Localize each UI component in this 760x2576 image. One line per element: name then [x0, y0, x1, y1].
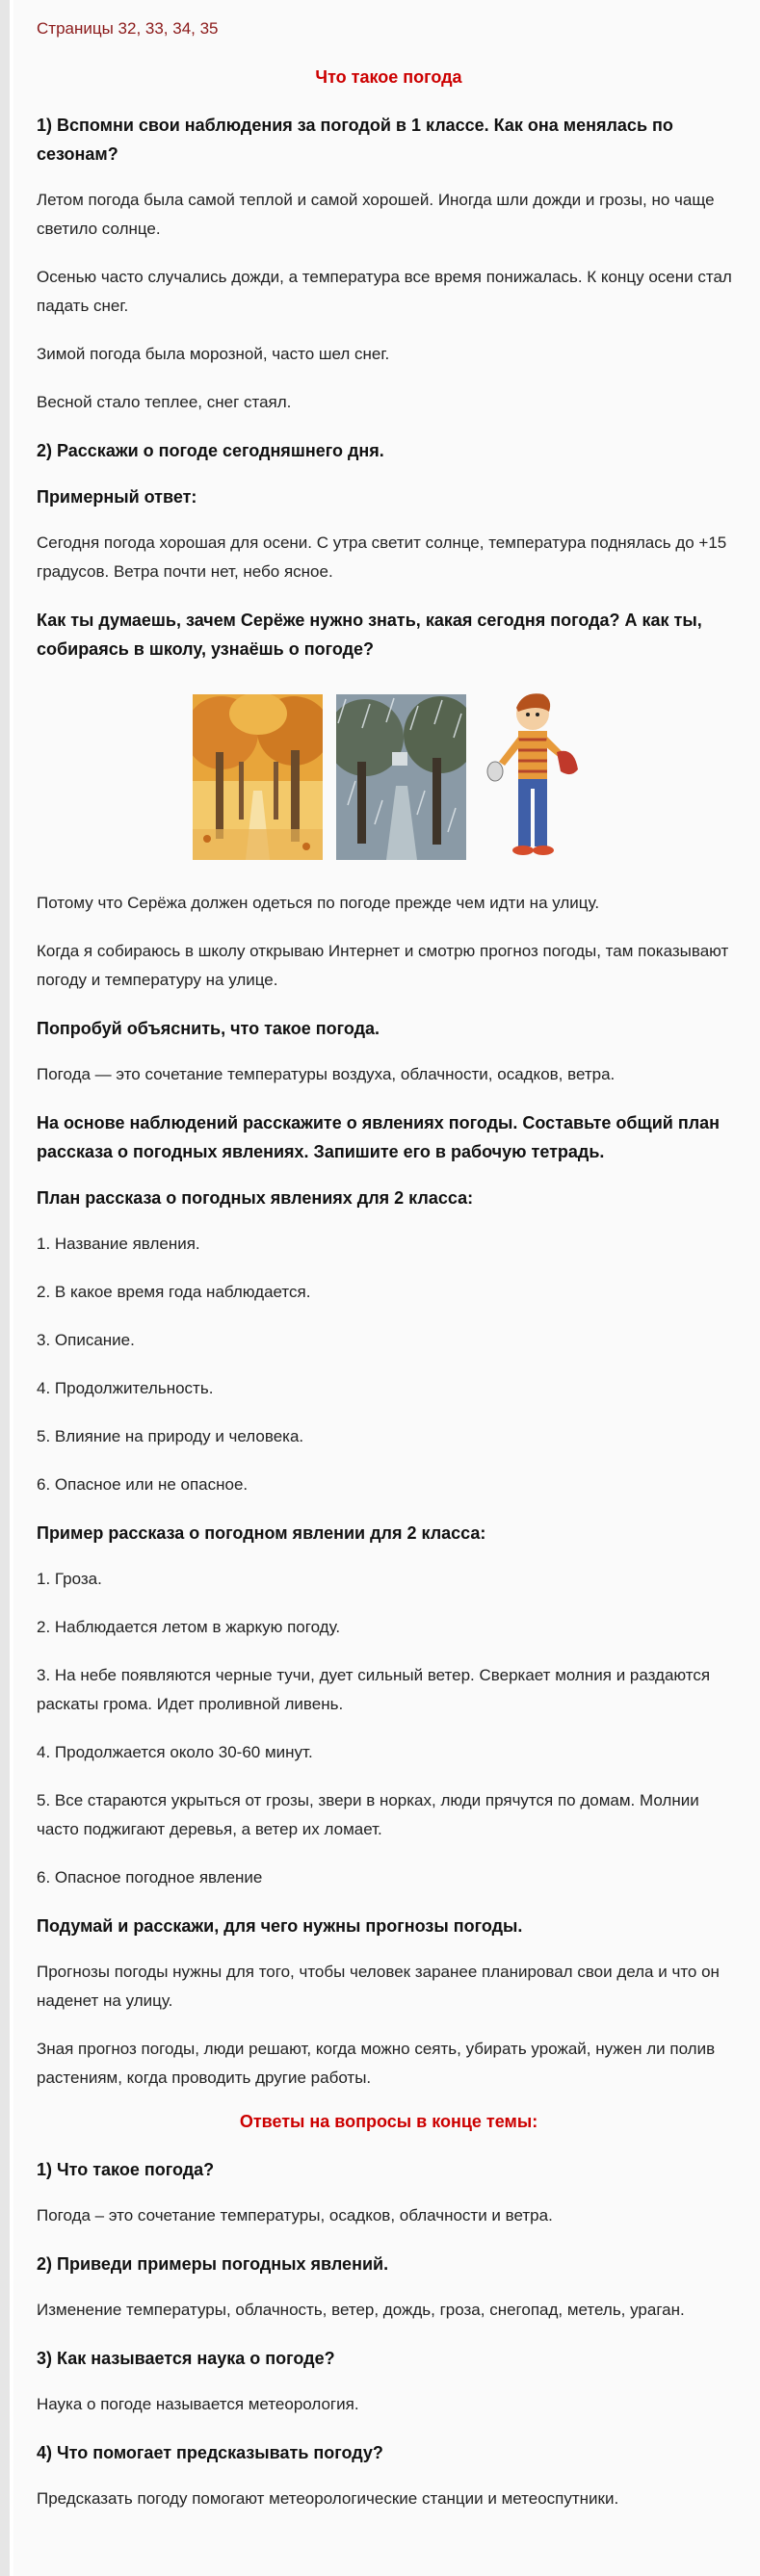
question: План рассказа о погодных явлениях для 2 класса:: [37, 1188, 474, 1208]
list-item: 2. Наблюдается летом в жаркую погоду.: [37, 1618, 341, 1636]
paragraph: Осенью часто случались дожди, а температура все время понижалась. К концу осени стал падать снег.: [37, 268, 732, 315]
list-item: 5. Влияние на природу и человека.: [37, 1427, 304, 1445]
question: Подумай и расскажи, для чего нужны прогнозы погоды.: [37, 1916, 523, 1936]
list-item: 4. Продолжается около 30-60 минут.: [37, 1743, 313, 1761]
question: На основе наблюдений расскажите о явлениях погоды. Составьте общий план рассказа о погодных явлениях. Запишите его в рабочую тетрадь.: [37, 1113, 721, 1161]
question: Попробуй объяснить, что такое погода.: [37, 1019, 380, 1038]
list-item: 1. Гроза.: [37, 1570, 102, 1588]
question: Пример рассказа о погодном явлении для 2 класса:: [37, 1523, 486, 1543]
paragraph: Весной стало теплее, снег стаял.: [37, 393, 292, 411]
paragraph: Предсказать погоду помогают метеорологические станции и метеоспутники.: [37, 2489, 619, 2508]
autumn-rainy-picture: [336, 694, 466, 860]
illustration: [37, 687, 741, 860]
list-item: 6. Опасное или не опасное.: [37, 1475, 249, 1494]
paragraph: Погода — это сочетание температуры воздуха, облачности, осадков, ветра.: [37, 1065, 616, 1083]
question: 1) Вспомни свои наблюдения за погодой в 1 классе. Как она менялась по сезонам?: [37, 116, 673, 164]
paragraph: Изменение температуры, облачность, ветер, дождь, гроза, снегопад, метель, ураган.: [37, 2301, 685, 2319]
list-item: 2. В какое время года наблюдается.: [37, 1283, 311, 1301]
list-item: 5. Все стараются укрыться от грозы, звери в норках, люди прячутся по домам. Молнии часто поджигают деревья, а ветер их ломает.: [37, 1791, 699, 1838]
autumn-sunny-picture: [193, 694, 323, 860]
paragraph: Прогнозы погоды нужны для того, чтобы человек заранее планировал свои дела и что он наденет на улицу.: [37, 1963, 720, 2010]
paragraph: Зная прогноз погоды, люди решают, когда можно сеять, убирать урожай, нужен ли полив растениям, когда проводить другие работы.: [37, 2040, 716, 2087]
left-border: [0, 0, 10, 2576]
list-item: 6. Опасное погодное явление: [37, 1868, 263, 1886]
question: 2) Приведи примеры погодных явлений.: [37, 2254, 389, 2274]
pages-label: Страницы 32, 33, 34, 35: [37, 19, 219, 38]
paragraph: Погода – это сочетание температуры, осадков, облачности и ветра.: [37, 2206, 553, 2225]
paragraph: Зимой погода была морозной, часто шел снег.: [37, 345, 390, 363]
paragraph: Сегодня погода хорошая для осени. С утра светит солнце, температура поднялась до +15 градусов. Ветра почти нет, небо ясное.: [37, 533, 727, 581]
question: 2) Расскажи о погоде сегодняшнего дня.: [37, 441, 384, 460]
question: Как ты думаешь, зачем Серёже нужно знать, какая сегодня погода? А как ты, собираясь в школу, узнаёшь о погоде?: [37, 611, 702, 659]
question: Примерный ответ:: [37, 487, 197, 507]
paragraph: Летом погода была самой теплой и самой хорошей. Иногда шли дожди и грозы, но чаще светило солнце.: [37, 191, 715, 238]
list-item: 3. Описание.: [37, 1331, 135, 1349]
paragraph: Наука о погоде называется метеорология.: [37, 2395, 359, 2413]
section-heading: Ответы на вопросы в конце темы:: [239, 2112, 538, 2131]
article-body: [13, 0, 760, 2513]
question: 3) Как называется наука о погоде?: [37, 2349, 335, 2368]
page-title: Что такое погода: [315, 67, 462, 87]
article: [13, 0, 760, 2576]
boy-sereja-picture: [480, 687, 586, 860]
paragraph: Потому что Серёжа должен одеться по погоде прежде чем идти на улицу.: [37, 894, 600, 912]
paragraph: Когда я собираюсь в школу открываю Интернет и смотрю прогноз погоды, там показывают погоду и температуру на улице.: [37, 942, 729, 989]
list-item: 3. На небе появляются черные тучи, дует сильный ветер. Сверкает молния и раздаются раскаты грома. Идет проливной ливень.: [37, 1666, 711, 1713]
question: 1) Что такое погода?: [37, 2160, 215, 2179]
question: 4) Что помогает предсказывать погоду?: [37, 2443, 383, 2462]
list-item: 1. Название явления.: [37, 1235, 200, 1253]
list-item: 4. Продолжительность.: [37, 1379, 214, 1397]
